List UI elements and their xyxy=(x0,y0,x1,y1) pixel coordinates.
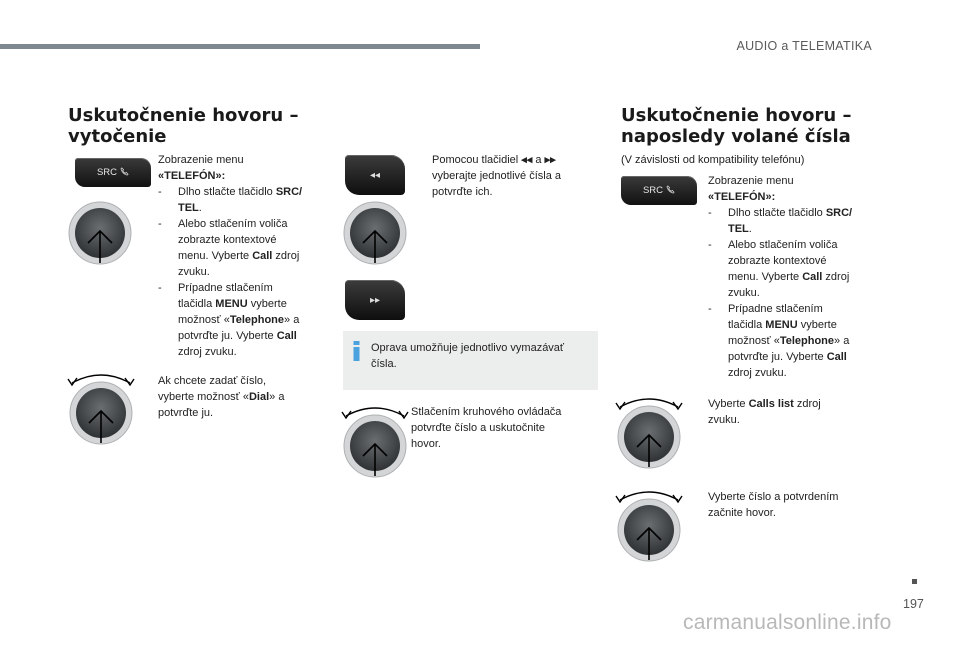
dial-instructions: Ak chcete zadať číslo, vyberte možnosť «Dial» a potvrďte ju. xyxy=(158,375,285,419)
list-item: - Dlho stlačte tlačidlo SRC/ TEL. xyxy=(708,207,853,235)
left-menu-instructions xyxy=(158,152,328,360)
src-label: SRC xyxy=(642,185,664,196)
rotary-knob-rotate-icon xyxy=(66,369,136,447)
seek-forward-button xyxy=(345,280,405,320)
left-title-line1: Uskutočnenie hovoru – xyxy=(68,105,299,126)
phone-icon xyxy=(120,167,129,179)
rotary-knob-rotate-icon xyxy=(340,402,410,480)
rotary-knob-press-icon xyxy=(343,201,407,265)
compatibility-note: (V závislosti od kompatibility telefónu) xyxy=(621,154,805,166)
top-rule xyxy=(0,44,480,49)
src-tel-button xyxy=(75,158,151,187)
list-item: - Prípadne stlačením tlačidla MENU vyberte možnosť «Telephone» a potvrďte ju. Vyberte Call zdroj zvuku. xyxy=(708,303,850,379)
info-icon xyxy=(353,341,360,361)
seek-forward-icon: ▸▸ xyxy=(369,294,381,306)
list-item: - Prípadne stlačením tlačidla MENU vyberte možnosť «Telephone» a potvrďte ju. Vyberte Call zdroj zvuku. xyxy=(158,282,300,358)
seek-back-icon: ◂◂ xyxy=(369,169,381,181)
seek-instructions: Pomocou tlačidiel ◂◂ a ▸▸ vyberajte jednotlivé čísla a potvrďte ich. xyxy=(432,154,562,198)
menu-intro: Zobrazenie menu xyxy=(708,175,794,187)
list-item: - Alebo stlačením voliča zobrazte kontextové menu. Vyberte Call zdroj zvuku. xyxy=(158,218,300,278)
phone-icon xyxy=(666,185,675,197)
src-label: SRC xyxy=(96,167,118,178)
menu-intro: Zobrazenie menu xyxy=(158,154,244,166)
seek-back-button xyxy=(345,155,405,195)
menu-name: «TELEFÓN»: xyxy=(158,170,226,182)
rotary-knob-rotate-icon xyxy=(614,393,684,471)
confirm-instructions: Stlačením kruhového ovládača potvrďte číslo a uskutočnite hovor. xyxy=(411,406,562,450)
right-menu-instructions xyxy=(708,173,883,381)
rotary-knob-press-icon xyxy=(68,201,132,265)
section-header: AUDIO a TELEMATIKA xyxy=(736,39,872,53)
info-note-text: Oprava umožňuje jednotlivo vymazávať čísla. xyxy=(371,342,565,370)
page-number: 197 xyxy=(903,597,924,611)
left-section-title xyxy=(68,105,298,147)
calls-list-instructions: Vyberte Calls list zdroj zvuku. xyxy=(708,398,821,426)
right-title-line1: Uskutočnenie hovoru – xyxy=(621,105,852,126)
rotary-knob-rotate-icon xyxy=(614,486,684,564)
list-item: - Dlho stlačte tlačidlo SRC/ TEL. xyxy=(158,186,303,214)
left-title-line2: vytočenie xyxy=(68,126,167,147)
right-section-title xyxy=(621,105,851,147)
page-marker xyxy=(912,579,917,584)
right-title-line2: naposledy volané čísla xyxy=(621,126,851,147)
menu-name: «TELEFÓN»: xyxy=(708,191,776,203)
select-number-instructions: Vyberte číslo a potvrdením začnite hovor. xyxy=(708,491,839,519)
src-tel-button xyxy=(621,176,697,205)
list-item: - Alebo stlačením voliča zobrazte kontextové menu. Vyberte Call zdroj zvuku. xyxy=(708,239,850,299)
watermark: carmanualsonline.info xyxy=(683,611,892,634)
